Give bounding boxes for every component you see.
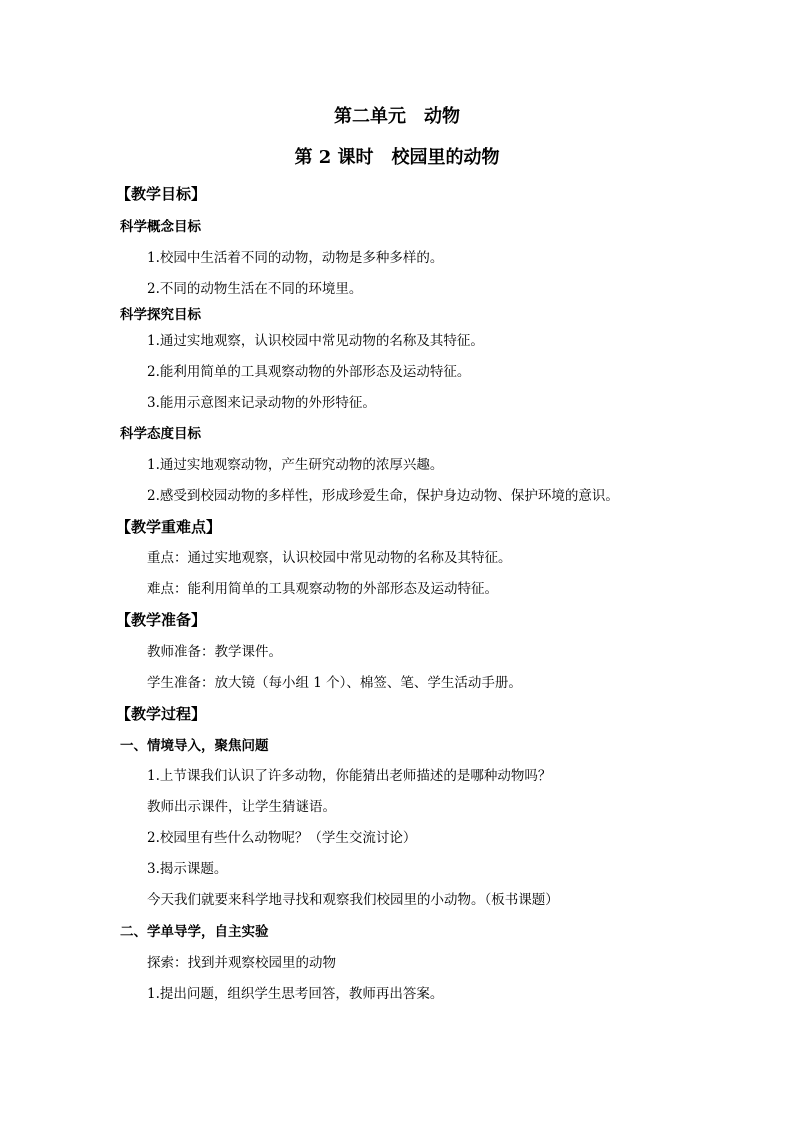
student-preparation: 学生准备：放大镜（每小组 1 个）、棉签、笔、学生活动手册。 <box>147 675 522 691</box>
attitude-objectives-heading: 科学态度目标 <box>120 426 201 442</box>
process-part1-heading: 一、情境导入，聚焦问题 <box>120 738 269 754</box>
inquiry-objectives-heading: 科学探究目标 <box>120 307 201 323</box>
concept-objectives-heading: 科学概念目标 <box>120 219 201 235</box>
lesson-title: 第 2 课时 校园里的动物 <box>294 147 500 168</box>
process-part1-item-2: 教师出示课件，让学生猜谜语。 <box>147 799 336 815</box>
preparation-heading: 【教学准备】 <box>116 611 207 629</box>
process-part2-item-2: 1.提出问题，组织学生思考回答，教师再出答案。 <box>147 986 444 1002</box>
process-part2-item-1: 探索：找到并观察校园里的动物 <box>147 955 336 971</box>
process-part2-heading: 二、学单导学，自主实验 <box>120 924 269 940</box>
concept-objective-1: 1.校园中生活着不同的动物，动物是多种多样的。 <box>147 250 444 266</box>
concept-objective-2: 2.不同的动物生活在不同的环境里。 <box>147 281 363 297</box>
process-part1-item-3: 2.校园里有些什么动物呢？（学生交流讨论） <box>147 830 417 846</box>
inquiry-objective-2: 2.能利用简单的工具观察动物的外部形态及运动特征。 <box>147 364 471 380</box>
process-part1-item-4: 3.揭示课题。 <box>147 861 228 877</box>
attitude-objective-1: 1.通过实地观察动物，产生研究动物的浓厚兴趣。 <box>147 457 444 473</box>
key-points-heading: 【教学重难点】 <box>116 518 222 536</box>
process-heading: 【教学过程】 <box>116 705 207 723</box>
inquiry-objective-1: 1.通过实地观察，认识校园中常见动物的名称及其特征。 <box>147 333 484 349</box>
inquiry-objective-3: 3.能用示意图来记录动物的外形特征。 <box>147 395 376 411</box>
attitude-objective-2: 2.感受到校园动物的多样性，形成珍爱生命，保护身边动物、保护环境的意识。 <box>147 488 619 504</box>
key-point: 重点：通过实地观察，认识校园中常见动物的名称及其特征。 <box>147 550 512 566</box>
difficult-point: 难点：能利用简单的工具观察动物的外部形态及运动特征。 <box>147 581 498 597</box>
process-part1-item-5: 今天我们就要来科学地寻找和观察我们校园里的小动物。（板书课题） <box>147 892 559 908</box>
unit-title: 第二单元 动物 <box>334 106 460 127</box>
process-part1-item-1: 1.上节课我们认识了许多动物，你能猜出老师描述的是哪种动物吗？ <box>147 768 552 784</box>
objectives-heading: 【教学目标】 <box>116 185 207 203</box>
teacher-preparation: 教师准备：教学课件。 <box>147 644 282 660</box>
